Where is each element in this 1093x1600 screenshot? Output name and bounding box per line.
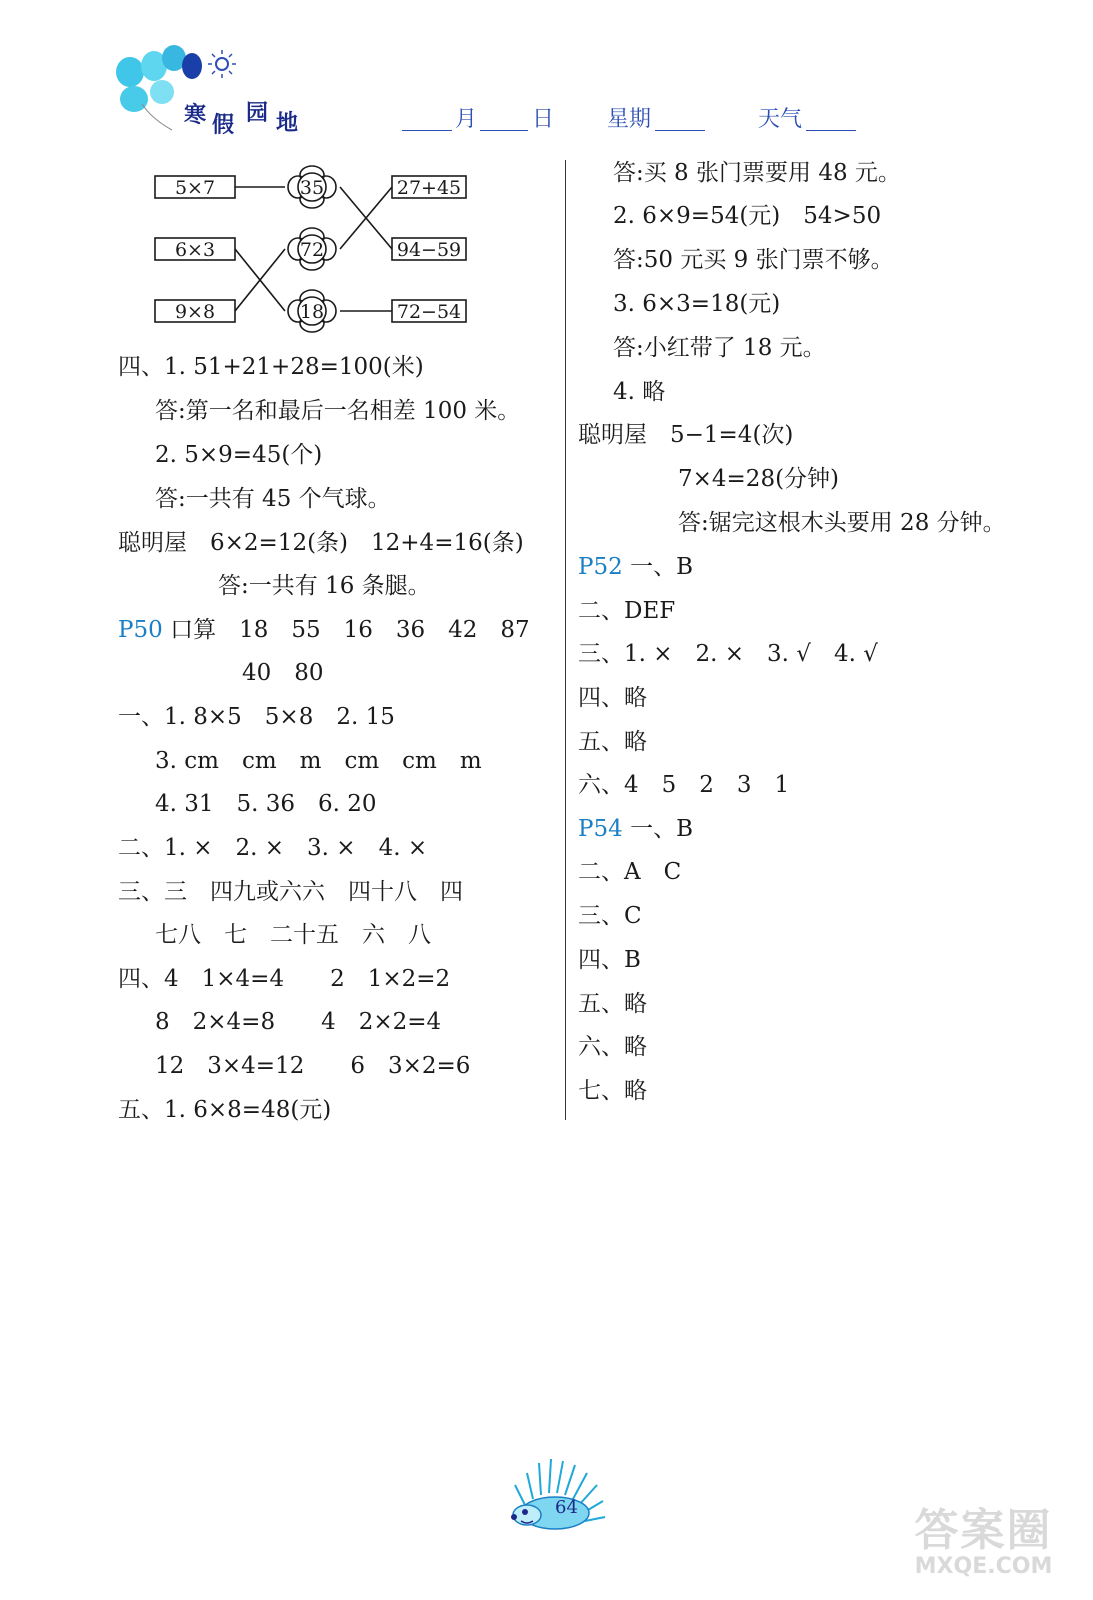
answer-line: 七、略 <box>578 1078 647 1104</box>
watermark-top-text: 答案圈 <box>914 1505 1053 1556</box>
match-left-1: 5×7 <box>174 177 216 199</box>
match-middle-1: 35 <box>299 177 325 199</box>
answer-line: 六、4 5 2 3 1 <box>578 772 790 798</box>
answer-line: 五、略 <box>578 991 647 1017</box>
weekday-blank <box>655 130 705 131</box>
answer-line: 七八 七 二十五 六 八 <box>155 922 431 948</box>
oral-calc-values: 口算 18 55 16 36 42 87 <box>170 617 530 643</box>
column-divider <box>565 160 566 1120</box>
match-left-3: 9×8 <box>174 301 216 323</box>
answer-line: 四、4 1×4=4 2 1×2=2 <box>118 966 451 992</box>
page-number: 64 <box>555 1497 578 1518</box>
answer-line: 聪明屋 6×2=12(条) 12+4=16(条) <box>118 530 524 556</box>
answer-line: 四、B <box>578 947 641 973</box>
answer-line: 答:50 元买 9 张门票不够。 <box>613 247 894 273</box>
answer-line: 4. 略 <box>613 379 666 405</box>
match-middle-3: 18 <box>299 301 325 323</box>
answer-line: 2. 5×9=45(个) <box>155 442 323 468</box>
hedgehog-icon <box>505 1455 610 1533</box>
answer-line: 3. 6×3=18(元) <box>613 291 781 317</box>
watermark <box>896 1507 1071 1582</box>
answer-line-p50 <box>118 615 530 645</box>
month-blank <box>402 130 452 131</box>
matching-diagram <box>150 155 480 335</box>
answer-line: 3. cm cm m cm cm m <box>155 748 482 774</box>
answer-line-p54 <box>578 814 693 844</box>
answer-line: 4. 31 5. 36 6. 20 <box>155 791 377 817</box>
match-right-3: 72−54 <box>396 301 462 323</box>
header-logo <box>112 44 312 136</box>
answer-line-p52 <box>578 552 693 582</box>
answer-line: 12 3×4=12 6 3×2=6 <box>155 1053 471 1079</box>
hedgehog-mascot <box>505 1455 610 1533</box>
answer-line: 六、略 <box>578 1034 647 1060</box>
answer-line: 答:一共有 16 条腿。 <box>218 573 431 599</box>
answer-line: 40 80 <box>242 660 324 686</box>
answer-line: 答:小红带了 18 元。 <box>613 335 826 361</box>
answer-line: 三、1. × 2. × 3. √ 4. √ <box>578 641 878 667</box>
logo-char-2: 假 <box>212 113 235 138</box>
answer-line: 四、1. 51+21+28=100(米) <box>118 354 424 380</box>
answer-line: 8 2×4=8 4 2×2=4 <box>155 1009 442 1035</box>
watermark-bottom-text: MXQE.COM <box>914 1554 1053 1579</box>
answer-line: 2. 6×9=54(元) 54>50 <box>613 203 882 229</box>
answer-line: 五、略 <box>578 729 647 755</box>
answer-line: 答:锯完这根木头要用 28 分钟。 <box>678 510 1006 536</box>
page-ref-p50: P50 <box>118 617 163 643</box>
answer-line: 二、A C <box>578 859 682 885</box>
match-left-2: 6×3 <box>174 239 216 261</box>
answer-line: 三、三 四九或六六 四十八 四 <box>118 879 463 905</box>
logo-char-3: 园 <box>246 101 269 126</box>
answer-line: 二、1. × 2. × 3. × 4. × <box>118 835 428 861</box>
answer-line: 聪明屋 5−1=4(次) <box>578 422 794 448</box>
match-middle-2: 72 <box>299 239 325 261</box>
answer-line: 五、1. 6×8=48(元) <box>118 1097 332 1123</box>
logo-char-4: 地 <box>276 111 299 136</box>
answer-line: 答:一共有 45 个气球。 <box>155 486 391 512</box>
answer-line: 答:买 8 张门票要用 48 元。 <box>613 160 901 186</box>
day-blank <box>480 130 528 131</box>
answer-line: 一、1. 8×5 5×8 2. 15 <box>118 704 395 730</box>
weekday-label: 星期 <box>607 107 652 132</box>
logo-char-1: 寒 <box>184 103 207 128</box>
page-ref-p52: P52 <box>578 554 623 580</box>
match-right-2: 94−59 <box>396 239 462 261</box>
month-label: 月 <box>455 107 478 132</box>
answer-line: 答:第一名和最后一名相差 100 米。 <box>155 398 521 424</box>
match-right-1: 27+45 <box>396 177 462 199</box>
day-label: 日 <box>532 107 555 132</box>
answer-line: 三、C <box>578 903 642 929</box>
weather-blank <box>806 130 856 131</box>
answer-line: 四、略 <box>578 685 647 711</box>
answer-line: 7×4=28(分钟) <box>678 466 840 492</box>
p52-answer: 一、B <box>630 554 693 580</box>
p54-answer: 一、B <box>630 816 693 842</box>
weather-label: 天气 <box>758 107 803 132</box>
page-ref-p54: P54 <box>578 816 623 842</box>
answer-line: 二、DEF <box>578 598 676 624</box>
